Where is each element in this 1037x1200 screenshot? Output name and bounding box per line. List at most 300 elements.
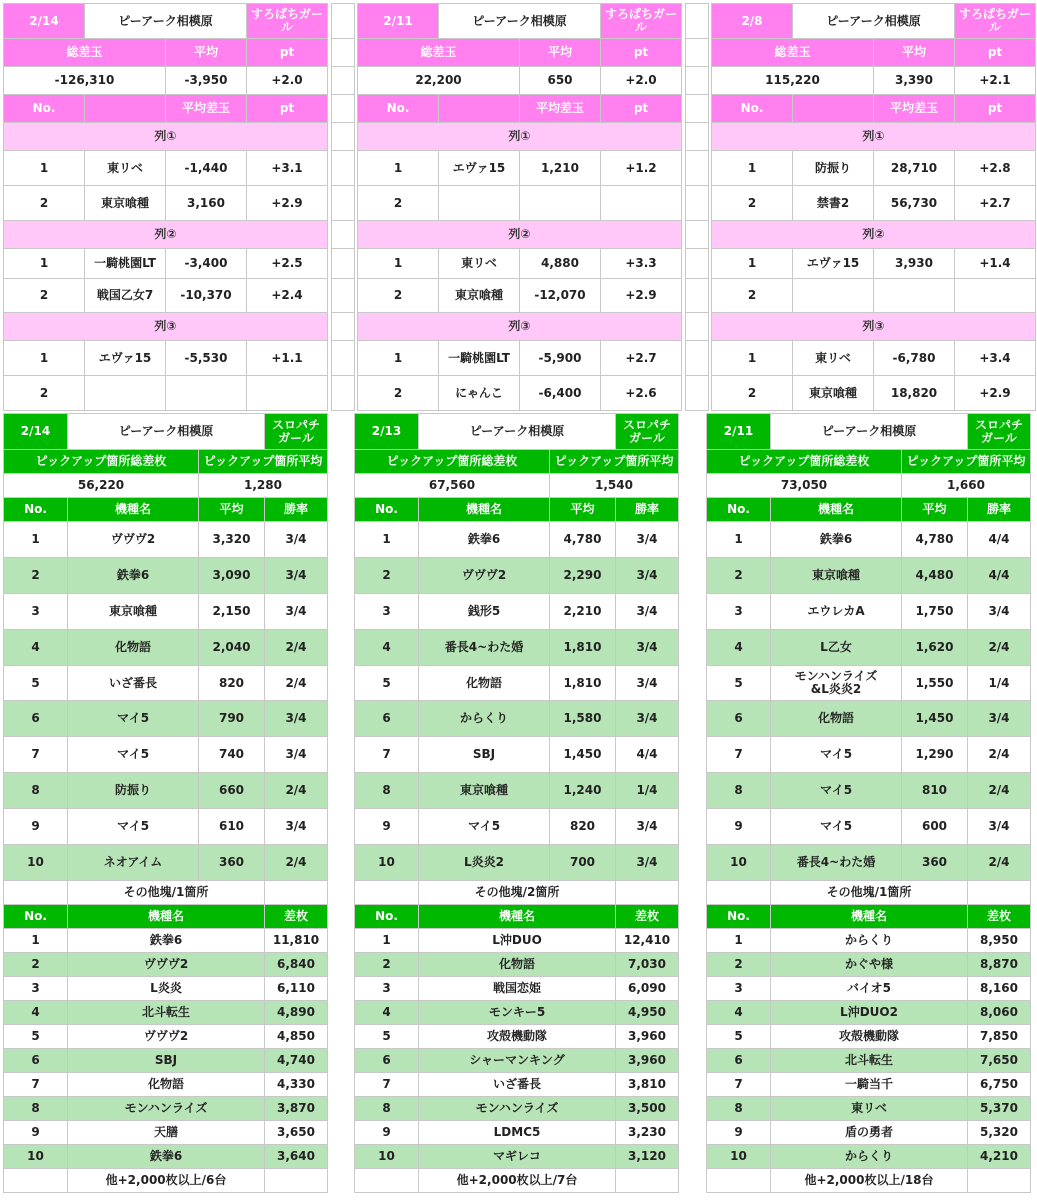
avg-value: 1,750 xyxy=(902,593,968,629)
col-no: No. xyxy=(4,904,68,928)
rank-no: 7 xyxy=(707,1072,771,1096)
machine-name: にゃんこ xyxy=(439,376,520,411)
col-avg: 平均差玉 xyxy=(166,95,247,123)
blank-cell xyxy=(332,221,355,249)
col-no: No. xyxy=(712,95,793,123)
rank-no: 3 xyxy=(355,976,419,1000)
table-row xyxy=(686,123,709,151)
table-row xyxy=(332,249,355,279)
table-row xyxy=(358,4,682,39)
rank-no: 3 xyxy=(707,976,771,1000)
rank-no: 2 xyxy=(712,376,793,411)
table-row xyxy=(332,4,355,39)
win-rate: 3/4 xyxy=(616,701,679,737)
table-row xyxy=(4,498,328,522)
table-row xyxy=(355,809,679,845)
total-header: ピックアップ箇所総差枚 xyxy=(4,450,199,474)
avg-header: ピックアップ箇所平均 xyxy=(550,450,679,474)
table-row xyxy=(686,4,709,39)
table-row xyxy=(4,341,328,376)
machine-name: 銭形5 xyxy=(419,593,550,629)
avg-diff: 28,710 xyxy=(874,151,955,186)
rank-no: 9 xyxy=(355,1120,419,1144)
table-row xyxy=(4,880,328,904)
rank-no: 2 xyxy=(358,376,439,411)
table-row xyxy=(358,313,682,341)
machine-name: L乙女 xyxy=(771,629,902,665)
table-row xyxy=(355,845,679,881)
table-row xyxy=(686,249,709,279)
machine-name: 東リベ xyxy=(85,151,166,186)
table-row xyxy=(332,221,355,249)
diff-value: 3,640 xyxy=(265,1144,328,1168)
diff-value: 4,740 xyxy=(265,1048,328,1072)
blank-cell xyxy=(686,221,709,249)
win-rate: 3/4 xyxy=(265,593,328,629)
pt-value: +2.0 xyxy=(247,67,328,95)
win-rate: 1/4 xyxy=(968,665,1031,701)
col-name: 機種名 xyxy=(68,904,265,928)
win-rate: 3/4 xyxy=(616,557,679,593)
brand-label: スロパチガール xyxy=(968,414,1031,450)
table-row xyxy=(707,1000,1031,1024)
table-row xyxy=(4,313,328,341)
date-label: 2/14 xyxy=(4,4,85,39)
table-row xyxy=(4,450,328,474)
table-row xyxy=(332,341,355,376)
machine-name: 東京喰種 xyxy=(771,557,902,593)
machine-name: LDMC5 xyxy=(419,1120,616,1144)
section-table-top xyxy=(711,3,1036,411)
table-row xyxy=(707,498,1031,522)
blank-cell xyxy=(707,880,771,904)
machine-name: 東京喰種 xyxy=(793,376,874,411)
table-row xyxy=(358,151,682,186)
blank-cell xyxy=(686,279,709,313)
blank-cell xyxy=(332,279,355,313)
rank-no: 6 xyxy=(707,701,771,737)
row-group-label: 列② xyxy=(358,221,682,249)
rank-no: 2 xyxy=(4,186,85,221)
machine-name: 鉄拳6 xyxy=(68,557,199,593)
machine-name: からくり xyxy=(419,701,550,737)
pt-value: +2.9 xyxy=(955,376,1036,411)
rank-no: 2 xyxy=(712,186,793,221)
machine-name: 東京喰種 xyxy=(85,186,166,221)
col-no: No. xyxy=(707,904,771,928)
col-rate: 勝率 xyxy=(616,498,679,522)
rank-no: 1 xyxy=(358,151,439,186)
machine-name xyxy=(439,186,520,221)
table-row xyxy=(332,95,355,123)
rank-no: 1 xyxy=(712,151,793,186)
col-name: 機種名 xyxy=(68,498,199,522)
machine-name: L沖DUO xyxy=(419,928,616,952)
table-row xyxy=(4,522,328,558)
avg-value: 650 xyxy=(520,67,601,95)
rank-no: 4 xyxy=(355,1000,419,1024)
other-summary: その他塊/1箇所 xyxy=(68,880,265,904)
diff-value: 8,160 xyxy=(968,976,1031,1000)
table-row xyxy=(712,313,1036,341)
col-no: No. xyxy=(358,95,439,123)
table-row xyxy=(686,376,709,411)
diff-value: 3,650 xyxy=(265,1120,328,1144)
blank-cell xyxy=(707,1168,771,1192)
table-row xyxy=(4,773,328,809)
machine-name: L沖DUO2 xyxy=(771,1000,968,1024)
table-row xyxy=(4,474,328,498)
avg-value: 820 xyxy=(550,809,616,845)
blank-cell xyxy=(332,39,355,67)
pt-value: +2.9 xyxy=(601,279,682,313)
row-group-label: 列① xyxy=(712,123,1036,151)
table-row xyxy=(355,414,679,450)
machine-name xyxy=(793,279,874,313)
table-row xyxy=(707,1024,1031,1048)
rank-no: 9 xyxy=(707,1120,771,1144)
diff-value: 3,120 xyxy=(616,1144,679,1168)
table-row xyxy=(712,67,1036,95)
rank-no: 6 xyxy=(4,1048,68,1072)
table-row xyxy=(4,376,328,411)
machine-name: 天膳 xyxy=(68,1120,265,1144)
machine-name: モンキー5 xyxy=(419,1000,616,1024)
rank-no: 1 xyxy=(707,522,771,558)
table-row xyxy=(358,95,682,123)
table-row xyxy=(4,249,328,279)
rank-no: 4 xyxy=(4,1000,68,1024)
diff-value: 5,320 xyxy=(968,1120,1031,1144)
machine-name: からくり xyxy=(771,1144,968,1168)
other-summary: その他塊/2箇所 xyxy=(419,880,616,904)
blank-cell xyxy=(4,880,68,904)
diff-value: 4,850 xyxy=(265,1024,328,1048)
rank-no: 1 xyxy=(4,151,85,186)
rank-no: 3 xyxy=(4,976,68,1000)
table-row xyxy=(707,904,1031,928)
win-rate: 4/4 xyxy=(616,737,679,773)
win-rate: 2/4 xyxy=(968,773,1031,809)
pt-value xyxy=(247,376,328,411)
avg-value: 1,540 xyxy=(550,474,679,498)
machine-name: 北斗転生 xyxy=(68,1000,265,1024)
col-avg: 平均 xyxy=(902,498,968,522)
table-row xyxy=(355,1096,679,1120)
win-rate: 3/4 xyxy=(616,845,679,881)
machine-name: SBJ xyxy=(419,737,550,773)
table-row xyxy=(707,952,1031,976)
machine-name: 番長4~わた婚 xyxy=(771,845,902,881)
brand-label: すろぱちガール xyxy=(601,4,682,39)
machine-name xyxy=(85,376,166,411)
table-row xyxy=(707,474,1031,498)
rank-no: 3 xyxy=(4,593,68,629)
machine-name: マイ5 xyxy=(771,773,902,809)
blank-cell xyxy=(332,341,355,376)
machine-name: 鉄拳6 xyxy=(68,1144,265,1168)
total-value: 56,220 xyxy=(4,474,199,498)
blank-cell xyxy=(686,341,709,376)
col-avg: 平均差玉 xyxy=(520,95,601,123)
other-summary: 他+2,000枚以上/7台 xyxy=(419,1168,616,1192)
machine-name: 鉄拳6 xyxy=(419,522,550,558)
pt-value: +2.1 xyxy=(955,67,1036,95)
machine-name: 東リベ xyxy=(793,341,874,376)
rank-no: 7 xyxy=(4,1072,68,1096)
table-row xyxy=(712,123,1036,151)
diff-value: 6,840 xyxy=(265,952,328,976)
machine-name: 化物語 xyxy=(68,1072,265,1096)
rank-no: 1 xyxy=(4,928,68,952)
machine-name: 盾の勇者 xyxy=(771,1120,968,1144)
machine-name: 化物語 xyxy=(68,629,199,665)
machine-name: 化物語 xyxy=(419,952,616,976)
diff-value: 4,210 xyxy=(968,1144,1031,1168)
table-row xyxy=(707,773,1031,809)
diff-value: 3,810 xyxy=(616,1072,679,1096)
table-row xyxy=(707,665,1031,701)
table-row xyxy=(4,1120,328,1144)
pt-value: +1.4 xyxy=(955,249,1036,279)
machine-name: 東京喰種 xyxy=(439,279,520,313)
table-row xyxy=(707,1144,1031,1168)
win-rate: 3/4 xyxy=(968,809,1031,845)
rank-no: 7 xyxy=(355,737,419,773)
avg-header: ピックアップ箇所平均 xyxy=(902,450,1031,474)
col-no: No. xyxy=(355,904,419,928)
table-row xyxy=(4,737,328,773)
machine-name: 北斗転生 xyxy=(771,1048,968,1072)
machine-name: 東リベ xyxy=(771,1096,968,1120)
section-table-bottom xyxy=(354,413,679,1193)
machine-name: かぐや様 xyxy=(771,952,968,976)
machine-name: エヴァ15 xyxy=(793,249,874,279)
rank-no: 8 xyxy=(355,773,419,809)
table-row xyxy=(4,123,328,151)
table-row xyxy=(686,186,709,221)
table-row xyxy=(686,341,709,376)
rank-no: 8 xyxy=(355,1096,419,1120)
rank-no: 1 xyxy=(355,522,419,558)
col-no: No. xyxy=(707,498,771,522)
table-row xyxy=(4,4,328,39)
rank-no: 2 xyxy=(4,557,68,593)
section-table-top xyxy=(357,3,682,411)
win-rate: 3/4 xyxy=(616,629,679,665)
col-name xyxy=(85,95,166,123)
win-rate: 2/4 xyxy=(265,773,328,809)
brand-label: スロパチガール xyxy=(616,414,679,450)
table-row xyxy=(686,67,709,95)
machine-name: 禁書2 xyxy=(793,186,874,221)
avg-value: 3,390 xyxy=(874,67,955,95)
avg-value: 2,150 xyxy=(199,593,265,629)
rank-no: 4 xyxy=(707,629,771,665)
machine-name: シャーマンキング xyxy=(419,1048,616,1072)
col-no: No. xyxy=(4,95,85,123)
machine-name: マイ5 xyxy=(68,809,199,845)
table-row xyxy=(358,376,682,411)
machine-name: モンハンライズ xyxy=(68,1096,265,1120)
table-row xyxy=(4,1096,328,1120)
machine-name: 戦国乙女7 xyxy=(85,279,166,313)
col-name xyxy=(439,95,520,123)
blank-cell xyxy=(265,1168,328,1192)
table-row xyxy=(358,279,682,313)
rank-no: 5 xyxy=(707,1024,771,1048)
table-row xyxy=(355,1048,679,1072)
rank-no: 1 xyxy=(4,341,85,376)
table-row xyxy=(358,221,682,249)
table-row xyxy=(4,279,328,313)
table-row xyxy=(4,928,328,952)
other-summary: 他+2,000枚以上/6台 xyxy=(68,1168,265,1192)
table-row xyxy=(712,221,1036,249)
machine-name: マイ5 xyxy=(771,809,902,845)
store-name: ピーアーク相模原 xyxy=(68,414,265,450)
table-row xyxy=(686,279,709,313)
total-value: -126,310 xyxy=(4,67,166,95)
table-row xyxy=(4,904,328,928)
table-row xyxy=(707,522,1031,558)
win-rate: 3/4 xyxy=(265,701,328,737)
avg-value: 1,580 xyxy=(550,701,616,737)
table-row xyxy=(355,1168,679,1192)
table-row xyxy=(355,928,679,952)
col-name: 機種名 xyxy=(771,498,902,522)
blank-cell xyxy=(332,95,355,123)
pt-value: +2.7 xyxy=(955,186,1036,221)
rank-no: 9 xyxy=(4,809,68,845)
table-row xyxy=(358,39,682,67)
machine-name: マイ5 xyxy=(419,809,550,845)
diff-value: 11,810 xyxy=(265,928,328,952)
blank-cell xyxy=(616,880,679,904)
rank-no: 5 xyxy=(4,1024,68,1048)
col-diff: 差枚 xyxy=(616,904,679,928)
table-row xyxy=(355,701,679,737)
diff-value: 12,410 xyxy=(616,928,679,952)
rank-no: 6 xyxy=(4,701,68,737)
rank-no: 5 xyxy=(355,1024,419,1048)
blank-cell xyxy=(332,67,355,95)
pt-value: +3.4 xyxy=(955,341,1036,376)
store-name: ピーアーク相模原 xyxy=(771,414,968,450)
machine-name: エヴァ15 xyxy=(85,341,166,376)
total-header: ピックアップ箇所総差枚 xyxy=(355,450,550,474)
table-row xyxy=(4,976,328,1000)
avg-value: 1,810 xyxy=(550,629,616,665)
table-row xyxy=(4,557,328,593)
rank-no: 9 xyxy=(355,809,419,845)
win-rate: 3/4 xyxy=(616,665,679,701)
table-row xyxy=(332,313,355,341)
pt-value: +1.2 xyxy=(601,151,682,186)
table-row xyxy=(355,976,679,1000)
table-row xyxy=(707,593,1031,629)
col-pt: pt xyxy=(955,95,1036,123)
machine-name: L炎炎 xyxy=(68,976,265,1000)
table-row xyxy=(712,151,1036,186)
blank-cell xyxy=(968,1168,1031,1192)
table-row xyxy=(707,880,1031,904)
col-name: 機種名 xyxy=(419,498,550,522)
rank-no: 1 xyxy=(712,341,793,376)
avg-value: 810 xyxy=(902,773,968,809)
machine-name: 一騎当千 xyxy=(771,1072,968,1096)
row-group-label: 列③ xyxy=(358,313,682,341)
blank-cell xyxy=(686,186,709,221)
diff-value: 6,090 xyxy=(616,976,679,1000)
rank-no: 10 xyxy=(707,845,771,881)
table-row xyxy=(686,151,709,186)
brand-label: すろぱちガール xyxy=(955,4,1036,39)
machine-name: 東京喰種 xyxy=(419,773,550,809)
gap-column xyxy=(685,3,709,411)
table-row xyxy=(712,4,1036,39)
machine-name: 鉄拳6 xyxy=(68,928,265,952)
pt-value: +2.6 xyxy=(601,376,682,411)
machine-name: 一騎桃園LT xyxy=(85,249,166,279)
col-rate: 勝率 xyxy=(968,498,1031,522)
machine-name: 攻殻機動隊 xyxy=(771,1024,968,1048)
table-row xyxy=(707,928,1031,952)
table-row xyxy=(4,809,328,845)
rank-no: 3 xyxy=(355,593,419,629)
store-name: ピーアーク相模原 xyxy=(439,4,601,39)
table-row xyxy=(355,1120,679,1144)
avg-value: 1,810 xyxy=(550,665,616,701)
rank-no: 5 xyxy=(355,665,419,701)
table-row xyxy=(332,123,355,151)
avg-value: 790 xyxy=(199,701,265,737)
avg-diff: -12,070 xyxy=(520,279,601,313)
pt-value: +2.5 xyxy=(247,249,328,279)
table-row xyxy=(707,557,1031,593)
table-row xyxy=(686,313,709,341)
table-row xyxy=(4,221,328,249)
table-row xyxy=(707,1168,1031,1192)
pt-value xyxy=(955,279,1036,313)
total-value: 73,050 xyxy=(707,474,902,498)
col-name: 機種名 xyxy=(419,904,616,928)
blank-cell xyxy=(686,151,709,186)
section-table-bottom xyxy=(706,413,1031,1193)
diff-value: 8,870 xyxy=(968,952,1031,976)
pt-value: +2.9 xyxy=(247,186,328,221)
win-rate: 2/4 xyxy=(968,845,1031,881)
table-row xyxy=(4,845,328,881)
rank-no: 1 xyxy=(712,249,793,279)
avg-value: 1,280 xyxy=(199,474,328,498)
diff-value: 8,950 xyxy=(968,928,1031,952)
rank-no: 7 xyxy=(4,737,68,773)
avg-value: 2,210 xyxy=(550,593,616,629)
rank-no: 10 xyxy=(355,1144,419,1168)
blank-cell xyxy=(332,123,355,151)
blank-cell xyxy=(355,880,419,904)
other-summary: 他+2,000枚以上/18台 xyxy=(771,1168,968,1192)
table-row xyxy=(4,67,328,95)
rank-no: 1 xyxy=(707,928,771,952)
col-rate: 勝率 xyxy=(265,498,328,522)
avg-diff: 3,160 xyxy=(166,186,247,221)
row-group-label: 列② xyxy=(712,221,1036,249)
avg-diff: -1,440 xyxy=(166,151,247,186)
rank-no: 2 xyxy=(355,952,419,976)
rank-no: 6 xyxy=(355,1048,419,1072)
